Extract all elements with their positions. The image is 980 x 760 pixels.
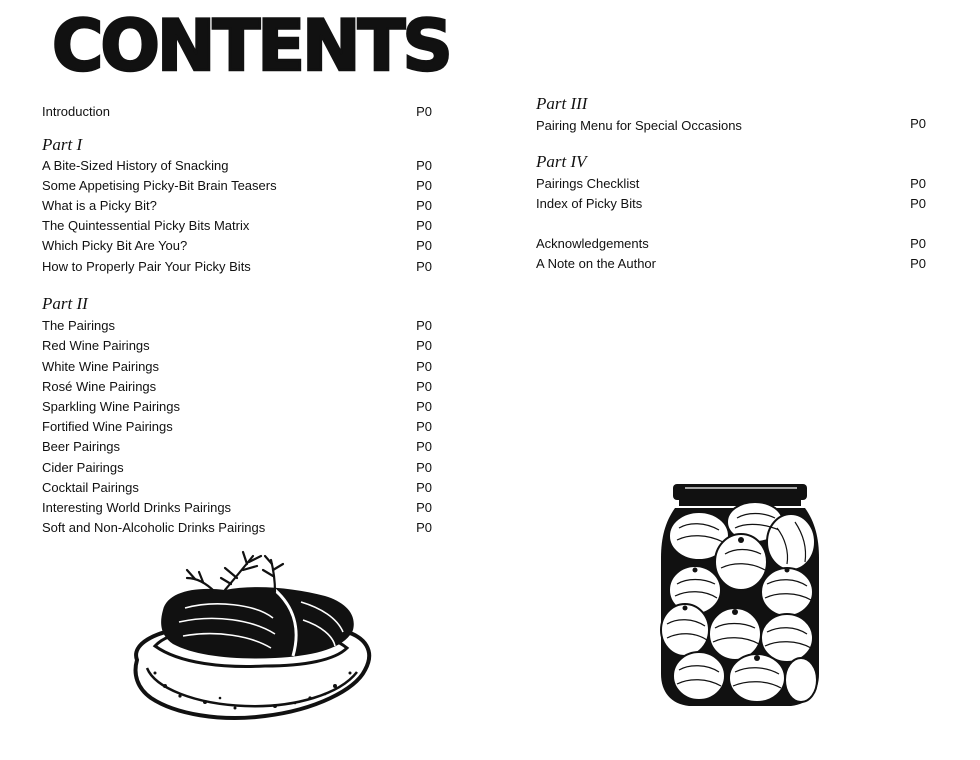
- toc-entry-label: How to Properly Pair Your Picky Bits: [42, 259, 251, 274]
- toc-entry-page: P0: [416, 439, 432, 454]
- toc-entry-page: P0: [416, 399, 432, 414]
- toc-entry-page: P0: [416, 480, 432, 495]
- toc-entry-label: Some Appetising Picky-Bit Brain Teasers: [42, 178, 277, 193]
- toc-entry-label: Sparkling Wine Pairings: [42, 399, 181, 414]
- toc-entry-label: Cider Pairings: [42, 460, 124, 475]
- toc-entry-page: P0: [416, 359, 432, 374]
- toc-entry-label: What is a Picky Bit?: [42, 198, 157, 213]
- pickled-onion-jar-icon: [655, 478, 825, 710]
- toc-entry-label: Interesting World Drinks Pairings: [42, 500, 232, 515]
- cured-fish-on-flatbread-icon: [125, 548, 375, 728]
- part-iii-heading: Part III: [536, 94, 588, 113]
- toc-entry-label: Which Picky Bit Are You?: [42, 238, 188, 253]
- page-title: CONTENTS: [52, 5, 450, 87]
- toc-entry-label: White Wine Pairings: [42, 359, 160, 374]
- toc-entry-page: P0: [416, 520, 432, 535]
- toc-entry-label: Fortified Wine Pairings: [42, 419, 173, 434]
- toc-entry-page: P0: [910, 176, 926, 191]
- toc-entry-page: P0: [416, 379, 432, 394]
- toc-entry-label: Beer Pairings: [42, 439, 121, 454]
- toc-entry-label: A Bite-Sized History of Snacking: [42, 158, 229, 173]
- toc-entry-page: P0: [910, 256, 926, 271]
- toc-entry-page: P0: [910, 196, 926, 211]
- toc-entry-label: The Pairings: [42, 318, 115, 333]
- toc-entry-page: P0: [910, 236, 926, 251]
- toc-entry-page: P0: [416, 500, 432, 515]
- toc-entry-page: P0: [910, 116, 926, 131]
- toc-entry-page: P0: [416, 259, 432, 274]
- toc-entry-label: The Quintessential Picky Bits Matrix: [42, 218, 250, 233]
- toc-entry-page: P0: [416, 198, 432, 213]
- part-i-heading: Part I: [42, 135, 83, 154]
- toc-entry-label: Soft and Non-Alcoholic Drinks Pairings: [42, 520, 266, 535]
- toc-entry-label: Rosé Wine Pairings: [42, 379, 157, 394]
- toc-entry-label: Acknowledgements: [536, 236, 649, 251]
- toc-entry-page: P0: [416, 338, 432, 353]
- toc-entry-label: Index of Picky Bits: [536, 196, 643, 211]
- toc-entry-label: Pairings Checklist: [536, 176, 640, 191]
- toc-entry-page: P0: [416, 318, 432, 333]
- toc-entry-label: Cocktail Pairings: [42, 480, 139, 495]
- part-ii-heading: Part II: [42, 294, 88, 313]
- part-iv-heading: Part IV: [536, 152, 587, 171]
- toc-entry-label: Introduction: [42, 104, 110, 119]
- toc-entry-page: P0: [416, 218, 432, 233]
- toc-entry-page: P0: [416, 419, 432, 434]
- toc-entry-page: P0: [416, 104, 432, 119]
- toc-entry-label: Pairing Menu for Special Occasions: [536, 118, 742, 133]
- toc-entry-page: P0: [416, 460, 432, 475]
- toc-entry-page: P0: [416, 158, 432, 173]
- toc-entry-page: P0: [416, 238, 432, 253]
- toc-entry-label: A Note on the Author: [536, 256, 656, 271]
- toc-entry-label: Red Wine Pairings: [42, 338, 150, 353]
- toc-entry-page: P0: [416, 178, 432, 193]
